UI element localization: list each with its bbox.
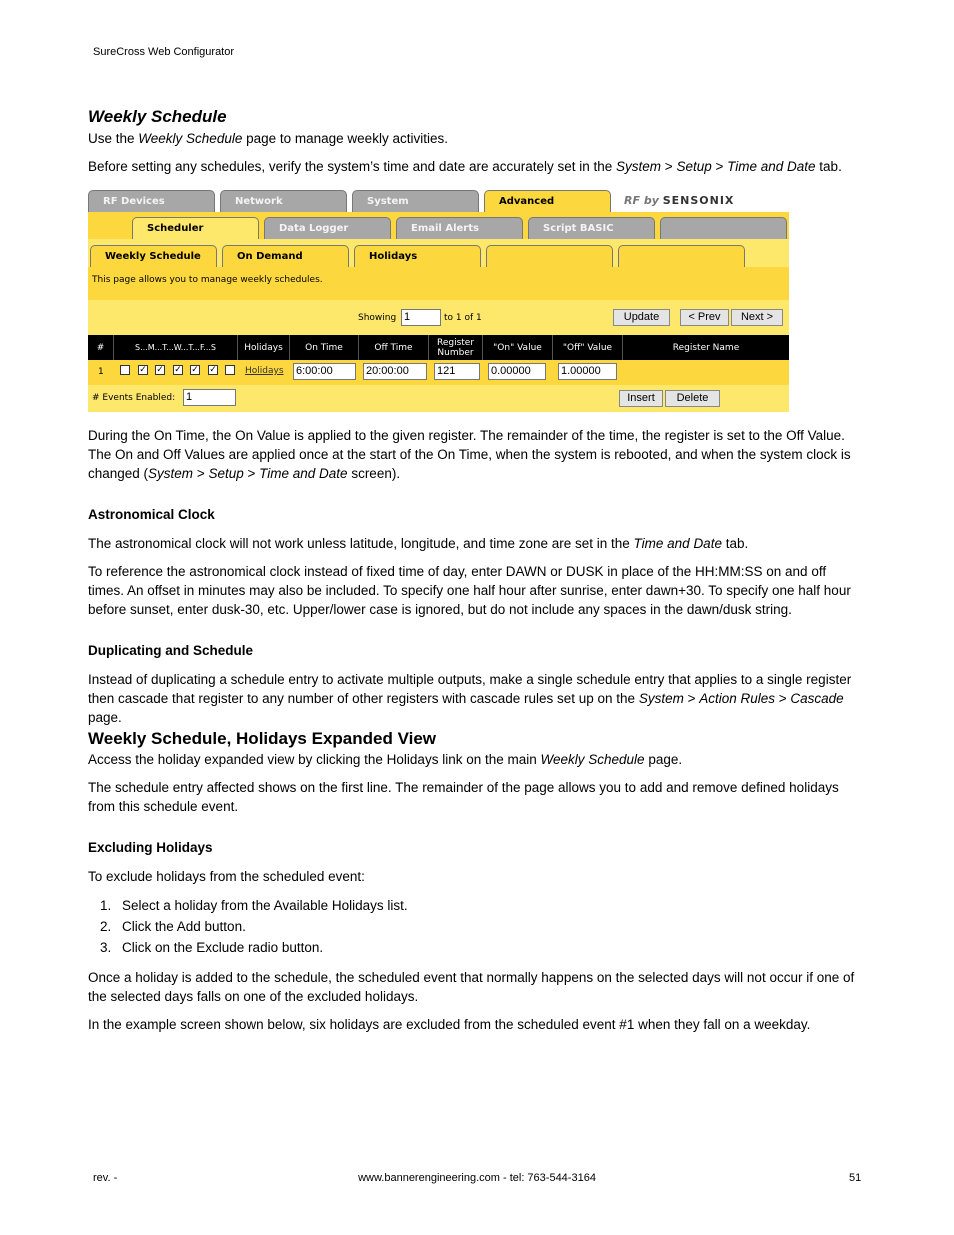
tab-rf-devices[interactable]: RF Devices xyxy=(88,190,215,212)
tab-network[interactable]: Network xyxy=(220,190,347,212)
update-button[interactable]: Update xyxy=(613,309,670,326)
col-days: S...M...T...W...T...F...S xyxy=(114,335,238,360)
day-checkbox-thu[interactable]: ✓ xyxy=(191,365,199,375)
tab-empty-3 xyxy=(618,245,745,267)
col-on-time: On Time xyxy=(290,335,359,360)
col-register-number: Register Number xyxy=(429,335,483,360)
tab-scheduler[interactable]: Scheduler xyxy=(132,217,259,239)
weekly-schedule-intro: Use the Weekly Schedule page to manage weekly activities. xyxy=(88,131,448,146)
list-item: 3. Click on the Exclude radio button. xyxy=(100,940,324,955)
tab-on-demand[interactable]: On Demand xyxy=(222,245,349,267)
excluding-holidays-heading: Excluding Holidays xyxy=(88,840,213,855)
on-time-paragraph: During the On Time, the On Value is applied to the given register. The remainder of the time, the register is set to the Off Value. The On and Off Values are applied once at the start of the On Time, when the system is rebooted, and when the system clock is changed (System > Setup > Time and Date screen). xyxy=(88,428,851,481)
showing-range: to 1 of 1 xyxy=(444,313,482,323)
weekly-schedule-heading: Weekly Schedule xyxy=(88,107,227,126)
tab-email-alerts[interactable]: Email Alerts xyxy=(396,217,523,239)
col-holidays: Holidays xyxy=(238,335,290,360)
holidays-expanded-p1: Access the holiday expanded view by clicking the Holidays link on the main Weekly Schedule page. xyxy=(88,752,683,767)
excluding-p2: In the example screen shown below, six holidays are excluded from the scheduled event #1 when they fall on a weekday. xyxy=(88,1017,811,1032)
before-setting-paragraph: Before setting any schedules, verify the system’s time and date are accurately set in the System > Setup > Time and Date tab. xyxy=(88,159,842,174)
excluding-p1: Once a holiday is added to the schedule, the scheduled event that normally happens on the selected days will not occur if one of the selected days falls on one of the excluded holidays. xyxy=(88,970,855,1004)
prev-button[interactable]: < Prev xyxy=(680,309,729,326)
weekly-schedule-screenshot xyxy=(88,188,789,412)
day-checkbox-fri[interactable]: ✓ xyxy=(209,365,217,375)
day-checkbox-sat[interactable] xyxy=(225,365,235,375)
tab-empty-2 xyxy=(486,245,613,267)
showing-label: Showing xyxy=(358,313,397,323)
delete-button[interactable]: Delete xyxy=(665,390,720,407)
col-on-value: "On" Value xyxy=(483,335,553,360)
events-enabled-label: # Events Enabled: xyxy=(92,393,176,403)
events-band xyxy=(88,385,789,412)
tab-script-basic[interactable]: Script BASIC xyxy=(528,217,655,239)
list-item: 2. Click the Add button. xyxy=(100,919,246,934)
astronomical-clock-p2: To reference the astronomical clock instead of fixed time of day, enter DAWN or DUSK in place of the HH:MM:SS on and off times. An offset in minutes may also be included. To specify one half hour after sunrise, enter dawn+30. To specify one half hour before sunset, enter dusk-30, etc. Upper/lower case is ignored, but do not include any spaces in the dawn/dusk string. xyxy=(88,564,851,617)
info-band xyxy=(88,267,789,300)
holidays-expanded-p2: The schedule entry affected shows on the first line. The remainder of the page allows you to add and remove defined holidays from this schedule event. xyxy=(88,780,839,814)
tab-holidays[interactable]: Holidays xyxy=(354,245,481,267)
next-button[interactable]: Next > xyxy=(731,309,783,326)
col-off-value: "Off" Value xyxy=(553,335,623,360)
row-number: 1 xyxy=(98,367,104,377)
on-time-input[interactable]: 6:00:00 xyxy=(293,363,356,380)
pager-band xyxy=(88,300,789,335)
on-value-input[interactable]: 0.00000 xyxy=(488,363,546,380)
info-text: This page allows you to manage weekly schedules. xyxy=(92,275,323,285)
day-checkbox-mon[interactable]: ✓ xyxy=(139,365,147,375)
off-value-input[interactable]: 1.00000 xyxy=(558,363,617,380)
day-checkbox-sun[interactable] xyxy=(120,365,130,375)
duplicating-heading: Duplicating and Schedule xyxy=(88,643,254,658)
footer-contact: www.bannerengineering.com - tel: 763-544-3164 xyxy=(358,1172,596,1184)
tab-empty xyxy=(660,217,787,239)
register-number-input[interactable]: 121 xyxy=(434,363,480,380)
running-header: SureCross Web Configurator xyxy=(93,46,235,58)
table-header xyxy=(88,335,789,360)
astronomical-clock-heading: Astronomical Clock xyxy=(88,507,215,522)
tab-weekly-schedule[interactable]: Weekly Schedule xyxy=(90,245,217,267)
tab-advanced[interactable]: Advanced xyxy=(484,190,611,212)
excluding-steps-list xyxy=(100,895,408,958)
day-checkbox-tue[interactable]: ✓ xyxy=(156,365,164,375)
footer-revision: rev. - xyxy=(93,1172,118,1184)
col-number: # xyxy=(88,335,114,360)
sensonix-logo: RF by SENSONIX xyxy=(624,194,735,207)
holidays-expanded-heading: Weekly Schedule, Holidays Expanded View xyxy=(88,729,437,748)
duplicating-paragraph: Instead of duplicating a schedule entry to activate multiple outputs, make a single schedule entry that applies to a single register then cascade that register to any number of other registers with cascade rules set up on the System > Action Rules > Cascade page. xyxy=(88,672,852,725)
list-item: 1. Select a holiday from the Available Holidays list. xyxy=(100,898,408,913)
holidays-link[interactable]: Holidays xyxy=(245,366,284,376)
insert-button[interactable]: Insert xyxy=(619,390,663,407)
tab-system[interactable]: System xyxy=(352,190,479,212)
events-enabled-input[interactable]: 1 xyxy=(183,389,236,406)
excluding-intro: To exclude holidays from the scheduled event: xyxy=(88,869,365,884)
col-off-time: Off Time xyxy=(359,335,429,360)
table-row xyxy=(88,360,789,385)
tab-data-logger[interactable]: Data Logger xyxy=(264,217,391,239)
page-number: 51 xyxy=(849,1172,862,1184)
col-register-name: Register Name xyxy=(672,342,740,353)
astronomical-clock-p1: The astronomical clock will not work unless latitude, longitude, and time zone are set in the Time and Date tab. xyxy=(88,536,749,551)
off-time-input[interactable]: 20:00:00 xyxy=(363,363,427,380)
day-checkbox-wed[interactable]: ✓ xyxy=(174,365,182,375)
showing-input[interactable]: 1 xyxy=(401,309,441,326)
